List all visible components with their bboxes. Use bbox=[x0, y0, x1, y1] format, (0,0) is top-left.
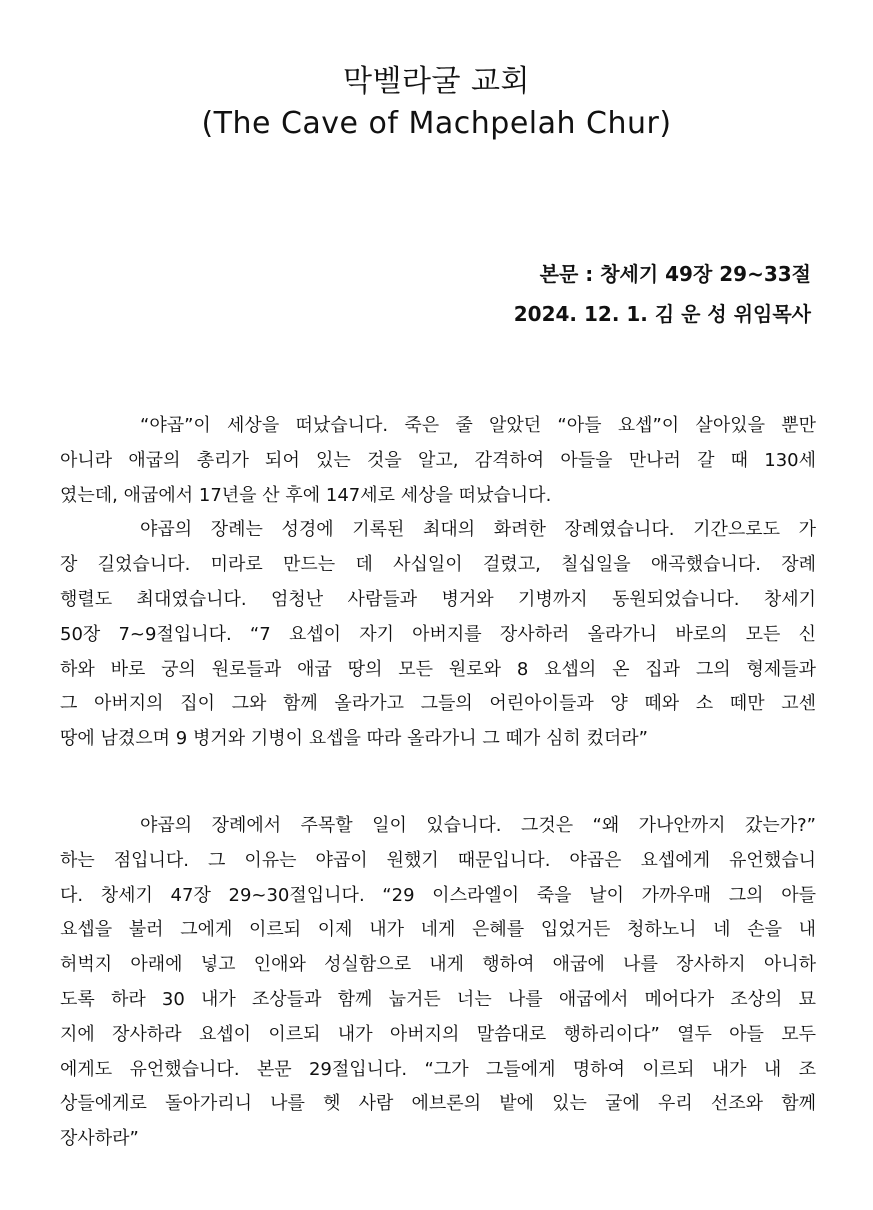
date-author: 2024. 12. 1. 김 운 성 위임목사 bbox=[513, 302, 811, 326]
text-line: 땅에 남겼으며 9 병거와 기병이 요셉을 따라 올라가니 그 떼가 심히 컸더라” bbox=[60, 728, 648, 750]
text-line: 허벅지 아래에 넣고 인애와 성실함으로 내게 행하여 애굽에 나를 장사하지 아니하 bbox=[60, 954, 816, 976]
text-line: 하와 바로 궁의 원로들과 애굽 땅의 모든 원로와 8 요셉의 온 집과 그의 형제들과 bbox=[60, 658, 816, 680]
text-line: 하는 점입니다. 그 이유는 야곱이 원했기 때문입니다. 야곱은 요셉에게 유언했습니 bbox=[60, 849, 816, 871]
document-subtitle: (The Cave of Machpelah Chur) bbox=[201, 106, 672, 141]
text-line: 였는데, 애굽에서 17년을 산 후에 147세로 세상을 떠났습니다. bbox=[60, 484, 552, 506]
text-line: 아니라 애굽의 총리가 되어 있는 것을 알고, 감격하여 아들을 만나러 갈 때 130세 bbox=[60, 449, 816, 471]
text-line: 장사하라” bbox=[60, 1128, 139, 1150]
text-line: 지에 장사하라 요셉이 이르되 내가 아버지의 말씀대로 행하리이다” 열두 아들 모두 bbox=[60, 1023, 816, 1045]
text-line: 에게도 유언했습니다. 본문 29절입니다. “그가 그들에게 명하여 이르되 내가 내 조 bbox=[60, 1058, 816, 1080]
text-line: 야곱의 장례에서 주목할 일이 있습니다. 그것은 “왜 가나안까지 갔는가?” bbox=[140, 815, 816, 836]
text-line: 요셉을 불러 그에게 이르되 이제 내가 네게 은혜를 입었거든 청하노니 네 손을 내 bbox=[60, 919, 816, 941]
scripture-reference: 본문 : 창세기 49장 29~33절 bbox=[539, 262, 811, 286]
text-line: 상들에게로 돌아가리니 나를 헷 사람 에브론의 밭에 있는 굴에 우리 선조와 함께 bbox=[60, 1093, 816, 1115]
text-line: 그 아버지의 집이 그와 함께 올라가고 그들의 어린아이들과 양 떼와 소 떼만 고센 bbox=[60, 693, 816, 715]
text-line: 도록 하라 30 내가 조상들과 함께 눕거든 너는 나를 애굽에서 메어다가 조상의 묘 bbox=[60, 988, 816, 1010]
text-line: 야곱의 장례는 성경에 기록된 최대의 화려한 장례였습니다. 기간으로도 가 bbox=[140, 519, 816, 541]
text-line: 장 길었습니다. 미라로 만드는 데 사십일이 걸렸고, 칠십일을 애곡했습니다. 장례 bbox=[60, 554, 816, 576]
text-line: 행렬도 최대였습니다. 엄청난 사람들과 병거와 기병까지 동원되었습니다. 창세기 bbox=[60, 588, 816, 610]
text-line: 50장 7~9절입니다. “7 요셉이 자기 아버지를 장사하러 올라가니 바로의 모든 신 bbox=[60, 623, 816, 645]
text-line: “야곱”이 세상을 떠났습니다. 죽은 줄 알았던 “아들 요셉”이 살아있을 뿐만 bbox=[140, 415, 816, 436]
paragraph-block-2 bbox=[60, 809, 816, 1157]
document-title: 막벨라굴 교회 bbox=[343, 64, 530, 99]
text-line: 다. 창세기 47장 29~30절입니다. “29 이스라엘이 죽을 날이 가까우매 그의 아들 bbox=[60, 884, 816, 906]
paragraph-block-1 bbox=[60, 409, 816, 757]
